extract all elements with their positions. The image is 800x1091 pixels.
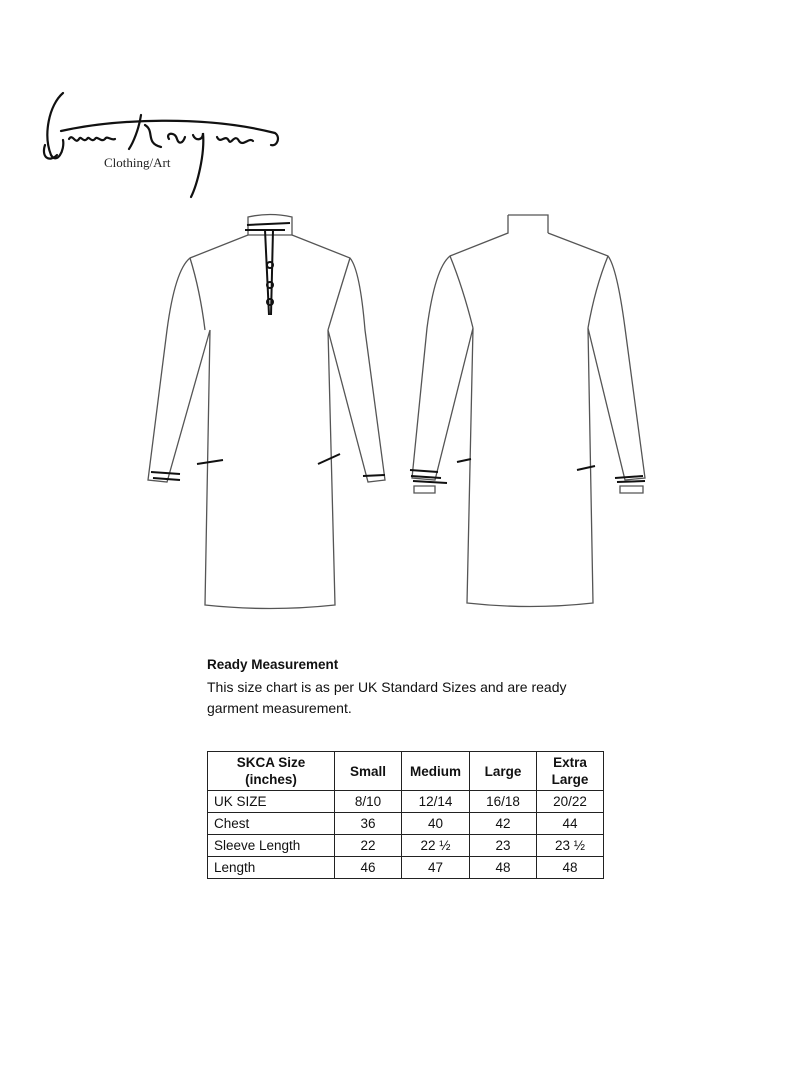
row-label: Sleeve Length: [208, 835, 335, 857]
table-row: [208, 835, 604, 857]
cell-large: 42: [470, 813, 537, 835]
header-medium: Medium: [402, 752, 470, 791]
table-header-row: [208, 752, 604, 791]
cell-extra-large: 23 ½: [537, 835, 604, 857]
header-extra-large: Extra Large: [537, 752, 604, 791]
cell-large: 16/18: [470, 791, 537, 813]
section-description: This size chart is as per UK Standard Sizes and are ready garment measurement.: [207, 679, 567, 716]
kurta-front-sketch: [145, 210, 395, 610]
cell-large: 48: [470, 857, 537, 879]
header-large: Large: [470, 752, 537, 791]
size-chart-table: [207, 751, 604, 879]
table-row: [208, 791, 604, 813]
row-label: Length: [208, 857, 335, 879]
brand-subtitle: Clothing/Art: [104, 155, 171, 170]
cell-small: 46: [335, 857, 402, 879]
cell-extra-large: 48: [537, 857, 604, 879]
cell-medium: 12/14: [402, 791, 470, 813]
cell-small: 36: [335, 813, 402, 835]
section-title: Ready Measurement: [207, 657, 339, 672]
cell-small: 22: [335, 835, 402, 857]
cell-small: 8/10: [335, 791, 402, 813]
row-label: UK SIZE: [208, 791, 335, 813]
cell-extra-large: 44: [537, 813, 604, 835]
cell-extra-large: 20/22: [537, 791, 604, 813]
brand-signature-logo: [35, 85, 285, 205]
kurta-back-sketch: [405, 208, 650, 613]
table-row: [208, 813, 604, 835]
cell-large: 23: [470, 835, 537, 857]
kurta-front-icon: [145, 210, 395, 610]
header-small: Small: [335, 752, 402, 791]
cell-medium: 47: [402, 857, 470, 879]
cell-medium: 40: [402, 813, 470, 835]
header-size-label: SKCA Size (inches): [208, 752, 335, 791]
cell-medium: 22 ½: [402, 835, 470, 857]
table-row: [208, 857, 604, 879]
row-label: Chest: [208, 813, 335, 835]
kurta-back-icon: [405, 208, 650, 613]
signature-icon: [35, 85, 285, 205]
